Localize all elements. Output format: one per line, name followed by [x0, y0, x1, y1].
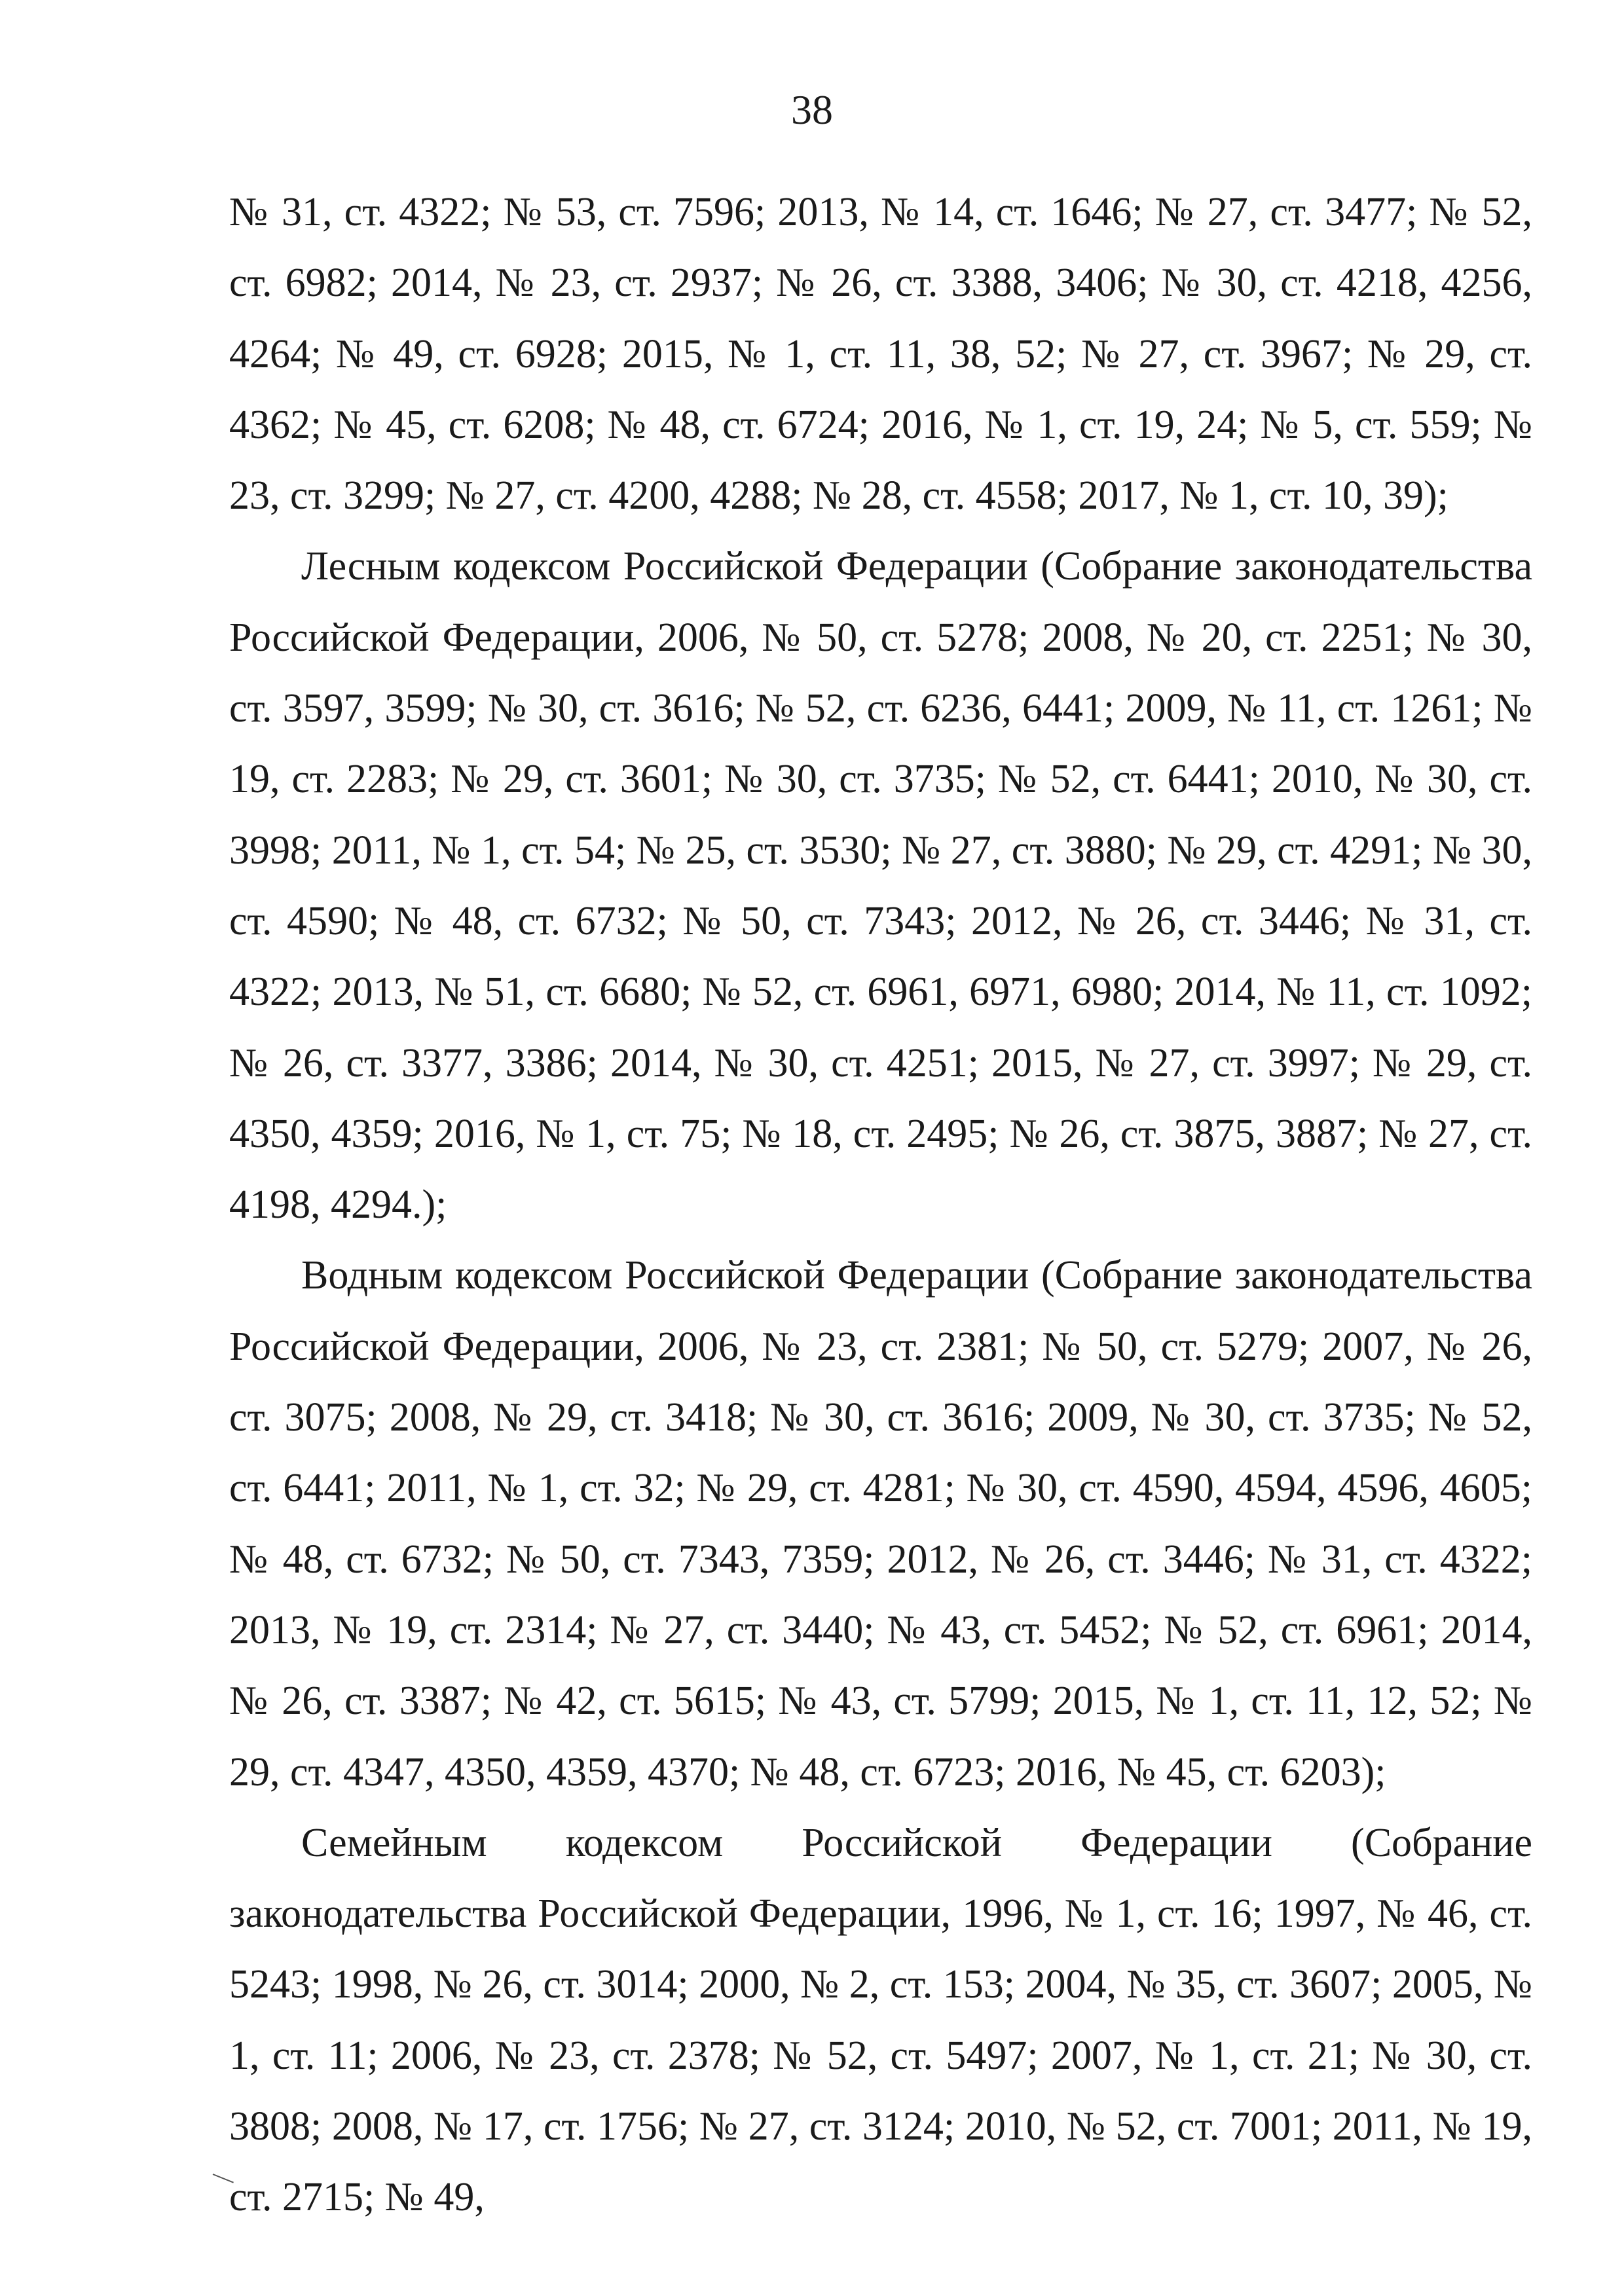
paragraph-forest-code: Лесным кодексом Российской Федерации (Собрание законодательства Российской Федерации, 2006, № 50, ст. 5278; 2008, № 20, ст. 2251; № 30, ст. 3597, 3599; № 30, ст. 3616; № 52, ст. 6236, 6441; 2009, № 11, ст. 1261; № 19, ст. 2283; № 29, ст. 3601; № 30, ст. 3735; № 52, ст. 6441; 2010, № 30, ст. 3998; 2011, № 1, ст. 54; № 25, ст. 3530; № 27, ст. 3880; № 29, ст. 4291; № 30, ст. 4590; № 48, ст. 6732; № 50, ст. 7343; 2012, № 26, ст. 3446; № 31, ст. 4322; 2013, № 51, ст. 6680; № 52, ст. 6961, 6971, 6980; 2014, № 11, ст. 1092; № 26, ст. 3377, 3386; 2014, № 30, ст. 4251; 2015, № 27, ст. 3997; № 29, ст. 4350, 4359; 2016, № 1, ст. 75; № 18, ст. 2495; № 26, ст. 3875, 3887; № 27, ст. 4198, 4294.); — [229, 544, 1532, 1228]
paragraph-family-code: Семейным кодексом Российской Федерации (Собрание законодательства Российской Федерации, 1996, № 1, ст. 16; 1997, № 46, ст. 5243; 1998, № 26, ст. 3014; 2000, № 2, ст. 153; 2004, № 35, ст. 3607; 2005, № 1, ст. 11; 2006, № 23, ст. 2378; № 52, ст. 5497; 2007, № 1, ст. 21; № 30, ст. 3808; 2008, № 17, ст. 1756; № 27, ст. 3124; 2010, № 52, ст. 7001; 2011, № 19, ст. 2715; № 49, — [229, 1820, 1532, 2220]
page-number: 38 — [791, 86, 833, 133]
paragraph-continuation: № 31, ст. 4322; № 53, ст. 7596; 2013, № 14, ст. 1646; № 27, ст. 3477; № 52, ст. 6982; 2014, № 23, ст. 2937; № 26, ст. 3388, 3406; № 30, ст. 4218, 4256, 4264; № 49, ст. 6928; 2015, № 1, ст. 11, 38, 52; № 27, ст. 3967; № 29, ст. 4362; № 45, ст. 6208; № 48, ст. 6724; 2016, № 1, ст. 19, 24; № 5, ст. 559; № 23, ст. 3299; № 27, ст. 4200, 4288; № 28, ст. 4558; 2017, № 1, ст. 10, 39); — [229, 190, 1532, 519]
paragraph-water-code: Водным кодексом Российской Федерации (Собрание законодательства Российской Федерации, 2006, № 23, ст. 2381; № 50, ст. 5279; 2007, № 26, ст. 3075; 2008, № 29, ст. 3418; № 30, ст. 3616; 2009, № 30, ст. 3735; № 52, ст. 6441; 2011, № 1, ст. 32; № 29, ст. 4281; № 30, ст. 4590, 4594, 4596, 4605; № 48, ст. 6732; № 50, ст. 7343, 7359; 2012, № 26, ст. 3446; № 31, ст. 4322; 2013, № 19, ст. 2314; № 27, ст. 3440; № 43, ст. 5452; № 52, ст. 6961; 2014, № 26, ст. 3387; № 42, ст. 5615; № 43, ст. 5799; 2015, № 1, ст. 11, 12, 52; № 29, ст. 4347, 4350, 4359, 4370; № 48, ст. 6723; 2016, № 45, ст. 6203); — [229, 1253, 1532, 1795]
document-body — [229, 177, 1532, 2233]
